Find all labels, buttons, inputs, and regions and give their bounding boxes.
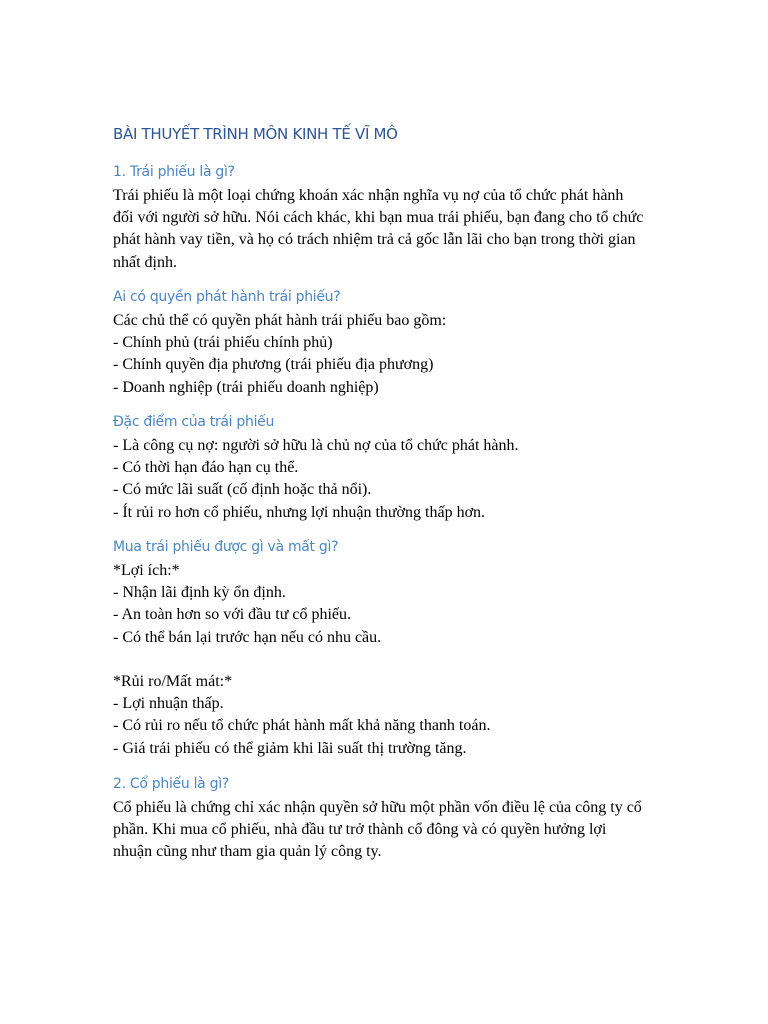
section-heading: 1. Trái phiếu là gì? [113, 164, 235, 180]
list-item: - Có thể bán lại trước hạn nếu có nhu cầu. [113, 628, 382, 646]
list-item: - Giá trái phiếu có thể giảm khi lãi suất thị trường tăng. [113, 739, 467, 757]
section-heading: Ai có quyền phát hành trái phiếu? [113, 289, 341, 305]
paragraph-line: nhuận cũng như tham gia quản lý công ty. [113, 843, 382, 861]
list-item: - Ít rủi ro hơn cổ phiếu, nhưng lợi nhuận thường thấp hơn. [113, 503, 486, 521]
paragraph-line: phần. Khi mua cổ phiếu, nhà đầu tư trở thành cổ đông và có quyền hưởng lợi [113, 821, 607, 839]
paragraph-line: Các chủ thể có quyền phát hành trái phiếu bao gồm: [113, 312, 447, 329]
list-item: - Có rủi ro nếu tổ chức phát hành mất khả năng thanh toán. [113, 717, 491, 735]
list-item: - Là công cụ nợ: người sở hữu là chủ nợ của tổ chức phát hành. [113, 437, 519, 454]
section-body [113, 310, 668, 399]
subheading-benefits: *Lợi ích:* [113, 562, 180, 579]
blank-line [113, 649, 668, 671]
list-item: - Có thời hạn đáo hạn cụ thể. [113, 459, 299, 477]
section-body [113, 560, 668, 760]
paragraph-line: Cổ phiếu là chứng chỉ xác nhận quyền sở hữu một phần vốn điều lệ của công ty cổ [113, 799, 642, 816]
section-stock-definition [113, 773, 668, 864]
subheading-risks: *Rủi ro/Mất mát:* [113, 673, 233, 690]
list-item: - Chính phủ (trái phiếu chính phủ) [113, 334, 333, 352]
section-body [113, 435, 668, 524]
section-heading: 2. Cổ phiếu là gì? [113, 776, 229, 792]
list-item: - An toàn hơn so với đầu tư cổ phiếu. [113, 606, 352, 624]
section-heading: Mua trái phiếu được gì và mất gì? [113, 539, 339, 555]
paragraph-line: nhất định. [113, 253, 177, 271]
section-bond-features [113, 411, 668, 524]
list-item: - Nhận lãi định kỳ ổn định. [113, 584, 286, 602]
paragraph-line: Trái phiếu là một loại chứng khoán xác nhận nghĩa vụ nợ của tổ chức phát hành [113, 187, 624, 204]
paragraph-line: phát hành vay tiền, và họ có trách nhiệm trả cả gốc lẫn lãi cho bạn trong thời gian [113, 231, 636, 249]
list-item: - Chính quyền địa phương (trái phiếu địa phương) [113, 356, 434, 374]
document-title: BÀI THUYẾT TRÌNH MÔN KINH TẾ VĨ MÔ [113, 125, 398, 143]
section-bond-issuers [113, 286, 668, 399]
section-body [113, 185, 668, 274]
list-item: - Có mức lãi suất (cố định hoặc thả nổi). [113, 481, 372, 499]
list-item: - Lợi nhuận thấp. [113, 695, 224, 713]
section-bond-pros-cons [113, 536, 668, 760]
list-item: - Doanh nghiệp (trái phiếu doanh nghiệp) [113, 378, 379, 396]
section-heading: Đặc điểm của trái phiếu [113, 414, 275, 430]
section-body [113, 797, 668, 864]
section-bond-definition [113, 161, 668, 274]
paragraph-line: đối với người sở hữu. Nói cách khác, khi bạn mua trái phiếu, bạn đang cho tổ chức [113, 209, 644, 227]
